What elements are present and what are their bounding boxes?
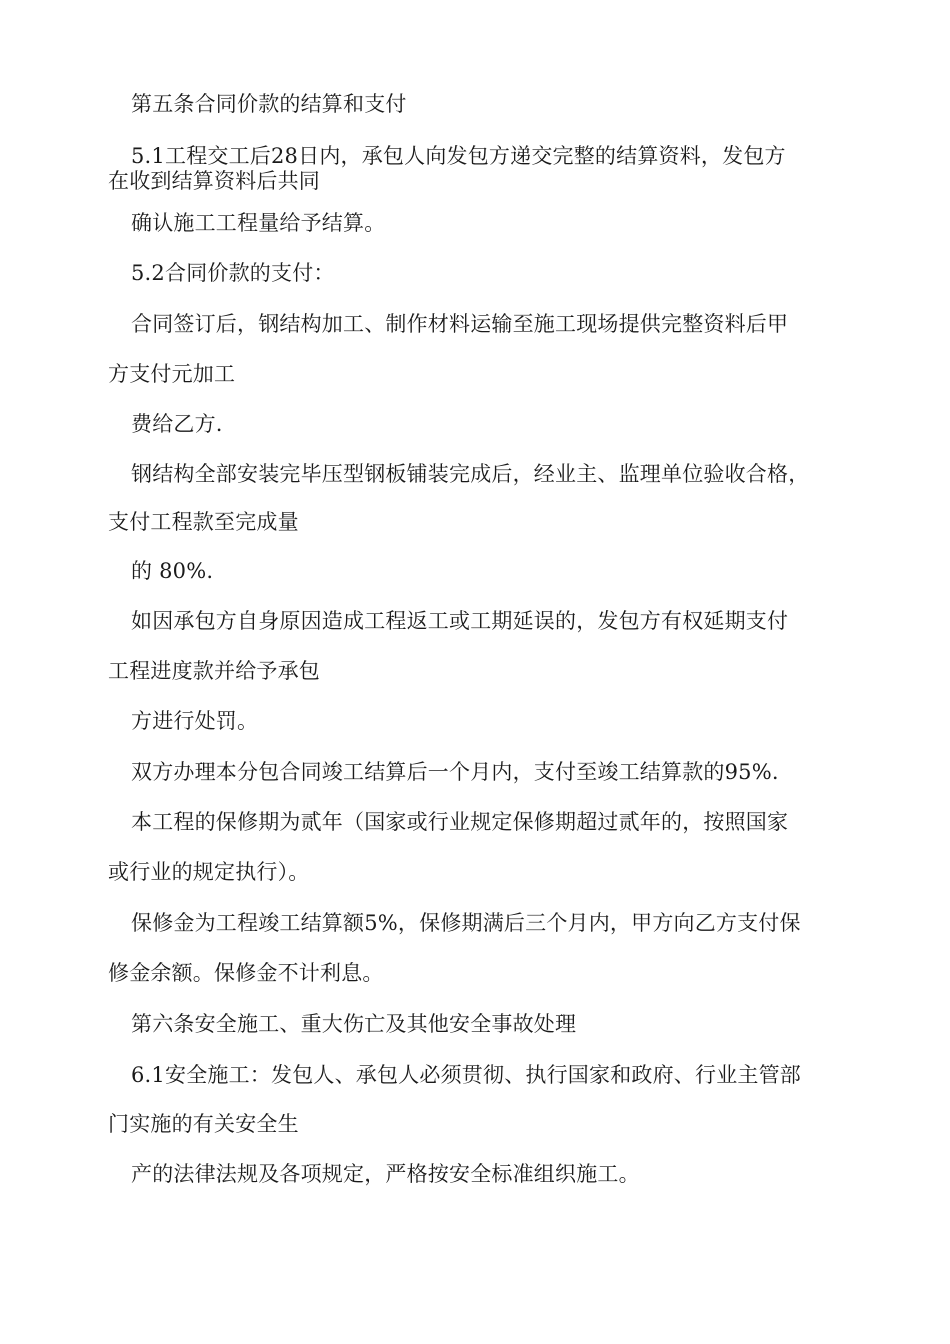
payment-para-1-line-3: 费给乙方. [131, 412, 223, 436]
clause-6-1-line-2: 门实施的有关安全生 [108, 1112, 299, 1136]
payment-para-2-line-3: 的 80%. [131, 559, 214, 583]
delay-para-line-1: 如因承包方自身原因造成工程返工或工期延误的，发包方有权延期支付 [131, 609, 789, 633]
clause-5-1-line-2: 在收到结算资料后共同 [108, 169, 320, 193]
clause-5-1-line-1: 5.1工程交工后28日内，承包人向发包方递交完整的结算资料，发包方 [131, 144, 786, 168]
settlement-para: 双方办理本分包合同竣工结算后一个月内，支付至竣工结算款的95%. [131, 760, 779, 784]
payment-para-1-line-2: 方支付元加工 [108, 362, 236, 386]
clause-6-1-line-3: 产的法律法规及各项规定，严格按安全标准组织施工。 [131, 1162, 640, 1186]
clause-6-1-line-1: 6.1安全施工：发包人、承包人必须贯彻、执行国家和政府、行业主管部 [131, 1063, 801, 1087]
payment-para-1-line-1: 合同签订后，钢结构加工、制作材料运输至施工现场提供完整资料后甲 [131, 312, 789, 336]
retention-para-line-2: 修金余额。保修金不计利息。 [108, 961, 384, 985]
article-5-heading: 第五条合同价款的结算和支付 [131, 92, 407, 116]
payment-para-2-line-2: 支付工程款至完成量 [108, 510, 299, 534]
delay-para-line-2: 工程进度款并给予承包 [108, 659, 320, 683]
warranty-para-line-1: 本工程的保修期为贰年（国家或行业规定保修期超过贰年的，按照国家 [131, 810, 789, 834]
retention-para-line-1: 保修金为工程竣工结算额5%，保修期满后三个月内，甲方向乙方支付保 [131, 911, 801, 935]
clause-5-2-heading: 5.2合同价款的支付： [131, 261, 335, 285]
article-6-heading: 第六条安全施工、重大伤亡及其他安全事故处理 [131, 1012, 577, 1036]
delay-para-line-3: 方进行处罚。 [131, 709, 259, 733]
payment-para-2-line-1: 钢结构全部安装完毕压型钢板铺装完成后，经业主、监理单位验收合格， [131, 462, 810, 486]
clause-5-1-line-3: 确认施工工程量给予结算。 [131, 211, 386, 235]
warranty-para-line-2: 或行业的规定执行）。 [108, 860, 310, 884]
